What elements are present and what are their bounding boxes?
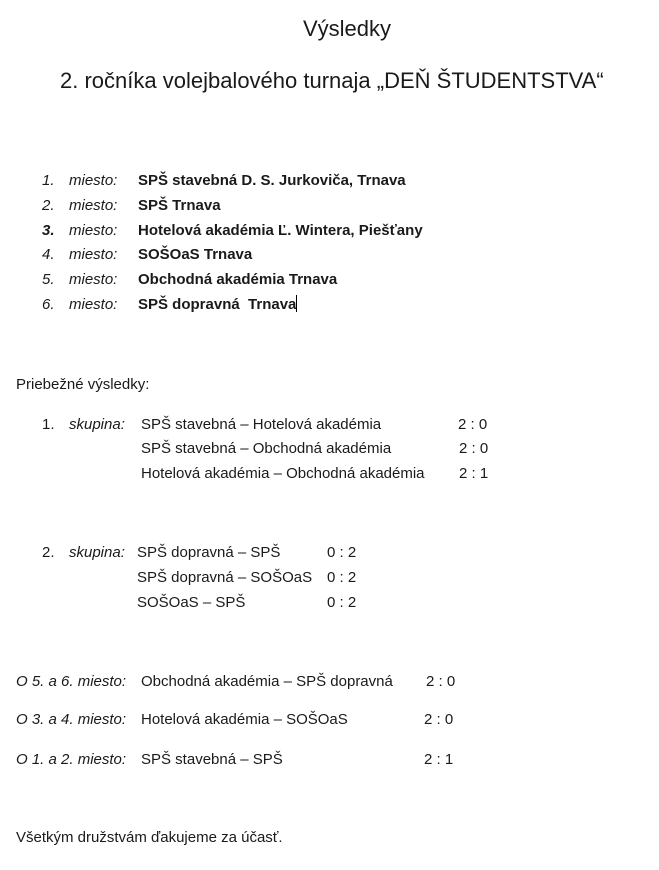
text-cursor (296, 295, 297, 312)
standing-team: Obchodná akadémia Trnava (138, 271, 338, 288)
group-number: 2. (42, 544, 55, 561)
standing-label: miesto: (69, 271, 118, 288)
standing-label: miesto: (69, 172, 118, 189)
standing-number: 5. (42, 271, 55, 288)
standing-team: SPŠ dopravná Trnava (138, 296, 297, 313)
match-score: 2 : 0 (426, 673, 456, 690)
placement-label: O 1. a 2. miesto: (16, 751, 127, 768)
match-score: 2 : 0 (424, 711, 454, 728)
standing-team: Hotelová akadémia Ľ. Wintera, Piešťany (138, 222, 423, 239)
closing-note: Všetkým družstvám ďakujeme za účasť. (16, 829, 283, 846)
document-title: Výsledky (303, 16, 392, 41)
match-score: 2 : 0 (459, 440, 489, 457)
match-score: 0 : 2 (327, 544, 357, 561)
match-pairing: SOŠOaS – SPŠ (137, 594, 246, 611)
group-number: 1. (42, 416, 55, 433)
match-pairing: SPŠ stavebná – Hotelová akadémia (141, 416, 382, 433)
match-pairing: Hotelová akadémia – Obchodná akadémia (141, 465, 425, 482)
match-pairing: SPŠ stavebná – Obchodná akadémia (141, 440, 392, 457)
standing-team: SPŠ Trnava (138, 197, 221, 214)
standing-number: 3. (42, 222, 55, 239)
match-pairing: Obchodná akadémia – SPŠ dopravná (141, 673, 393, 690)
standing-label: miesto: (69, 246, 118, 263)
standing-team: SOŠOaS Trnava (138, 246, 253, 263)
standing-team: SPŠ stavebná D. S. Jurkoviča, Trnava (138, 172, 406, 189)
match-pairing: SPŠ dopravná – SPŠ (137, 544, 281, 561)
match-score: 2 : 0 (458, 416, 488, 433)
match-pairing: SPŠ stavebná – SPŠ (141, 751, 283, 768)
standing-label: miesto: (69, 197, 118, 214)
standing-label: miesto: (69, 296, 118, 313)
standing-number: 6. (42, 296, 55, 313)
match-score: 0 : 2 (327, 594, 357, 611)
document-subtitle: 2. ročníka volejbalového turnaja „DEŇ ŠTUDENTSTVA“ (60, 68, 604, 93)
standing-number: 4. (42, 246, 55, 263)
match-score: 0 : 2 (327, 569, 357, 586)
standing-number: 2. (42, 197, 55, 214)
placement-label: O 5. a 6. miesto: (16, 673, 127, 690)
interim-heading: Priebežné výsledky: (16, 376, 150, 393)
match-pairing: SPŠ dopravná – SOŠOaS (137, 569, 313, 586)
placement-label: O 3. a 4. miesto: (16, 711, 127, 728)
match-score: 2 : 1 (459, 465, 489, 482)
group-label: skupina: (69, 544, 125, 561)
match-pairing: Hotelová akadémia – SOŠOaS (141, 711, 348, 728)
standing-number: 1. (42, 172, 55, 189)
group-label: skupina: (69, 416, 125, 433)
standing-label: miesto: (69, 222, 118, 239)
match-score: 2 : 1 (424, 751, 454, 768)
